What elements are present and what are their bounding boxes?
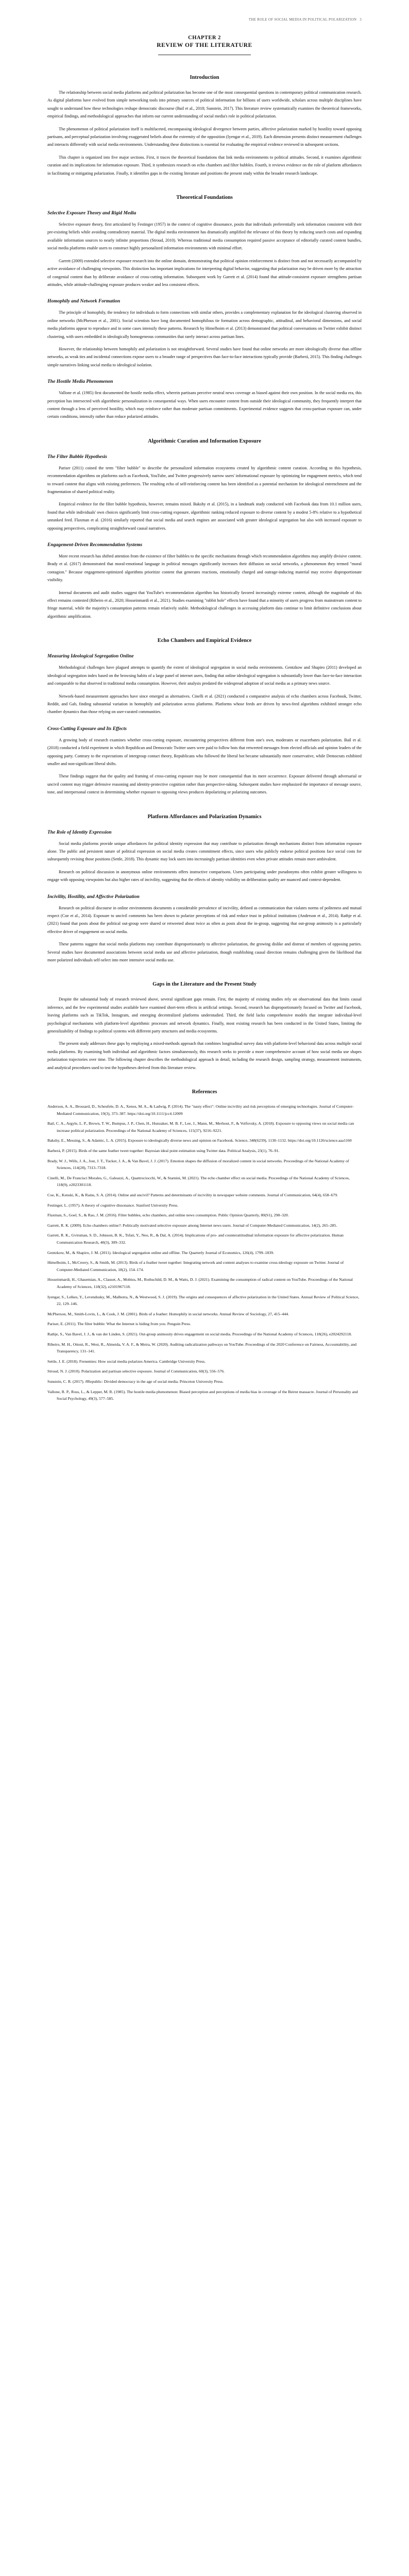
- body-paragraph: Empirical evidence for the filter bubble hypothesis, however, remains mixed. Bakshy et al. (2015), in a landmark study conducted with Facebook data from 10.1 million users, found that while individuals' own choices significantly limit cross-cutting exposure, algorithmic ranking reduced exposure to diverse content by a modest 5-8% relative to a hypothetical unranked feed. Flaxman et al. (2016) similarly reported that social media and search engines are associated with greater ideological segregation but also with increased exposure to opposing perspectives, complicating straightforward causal narratives.: [47, 502, 362, 531]
- subsection-heading: Engagement-Driven Recommendation Systems: [47, 543, 143, 548]
- subsection-heading: Selective Exposure Theory and Rigid Media: [47, 211, 137, 216]
- reference-entry: Barberá, P. (2015). Birds of the same feather tweet together: Bayesian ideal point estimation using Twitter data. Political Analysis, 23(1), 76–91.: [47, 1148, 280, 1154]
- section-heading: Introduction: [190, 75, 219, 80]
- reference-entry: Garrett, R. K. (2009). Echo chambers online?: Politically motivated selective exposure among Internet news users. Journal of Computer-Mediated Communication, 14(2), 265–285.: [47, 1223, 337, 1228]
- subsection-heading: Homophily and Network Formation: [47, 299, 121, 304]
- reference-entry: Garrett, R. K., Gvirsman, S. D., Johnson, B. K., Tsfati, Y., Neo, R., & Dal, A. (2014). Implications of pro- and counterattitudinal information exposure for affective polarization. Human Communication Research, 40(3), 309–332.: [47, 1233, 344, 1245]
- reference-entry: Himelboim, I., McCreery, S., & Smith, M. (2013). Birds of a feather tweet together: Integrating network and content analyses to examine cross-ideology exposure on Twitter. Journal of Computer-Mediated Communication, 18(2), 154–174.: [47, 1260, 344, 1272]
- body-paragraph: The relationship between social media platforms and political polarization has become one of the most consequential questions in contemporary political communication research. As digital platforms have evolved from simple networking tools into primary sources of political information for billions of users worldwide, scholars across multiple disciplines have sought to understand how these technologies reshape democratic discourse (Bail et al., 2018; Sunstein, 2017). This literature review systematically examines the theoretical frameworks, empirical findings, and methodological approaches that inform our current understanding of social media's role in political polarization.: [47, 90, 362, 119]
- reference-entry: Bail, C. A., Argyle, L. P., Brown, T. W., Bumpus, J. P., Chen, H., Hunzaker, M. B. F., Lee, J., Mann, M., Merhout, F., & Volfovsky, A. (2018). Exposure to opposing views on social media can increase political polarization. Proceedings of the National Academy of Sciences, 115(37), 9216–9221.: [47, 1121, 354, 1133]
- reference-entry: Vallone, R. P., Ross, L., & Lepper, M. R. (1985). The hostile media phenomenon: Biased perception and perceptions of media bias in coverage of the Beirut massacre. Journal of Personality and Social Psychology, 49(3), 577–585.: [47, 1389, 358, 1401]
- reference-entry: Brady, W. J., Wills, J. A., Jost, J. T., Tucker, J. A., & Van Bavel, J. J. (2017). Emotion shapes the diffusion of moralized content in social networks. Proceedings of the National Academy of Sciences, 114(28), 7313–7318.: [47, 1158, 349, 1171]
- subsection-heading: Incivility, Hostility, and Affective Polarization: [47, 894, 140, 900]
- section-heading: Theoretical Foundations: [176, 195, 233, 201]
- body-paragraph: These findings suggest that the quality and framing of cross-cutting exposure may be more consequential than its mere occurrence. Exposure delivered through adversarial or uncivil content may trigger defensive reasoning and identity-protective cognition rather than perspective-taking. Subsequent studies have emphasized the importance of message source, tone, and interpersonal context in determining whether exposure to opposing views produces depolarizing or polarizing outcomes.: [47, 774, 362, 795]
- running-head-title: THE ROLE OF SOCIAL MEDIA IN POLITICAL POLARIZATION: [248, 18, 357, 22]
- body-paragraph: However, the relationship between homophily and polarization is not straightforward. Several studies have found that online networks are more ideologically diverse than offline networks, as weak ties and incidental connections expose users to a broader range of perspectives than face-to-face interactions typically provide (Barberá, 2015). This finding challenges simple narratives linking social media to ideological isolation.: [47, 346, 362, 367]
- reference-entry: Flaxman, S., Goel, S., & Rao, J. M. (2016). Filter bubbles, echo chambers, and online news consumption. Public Opinion Quarterly, 80(S1), 298–320.: [47, 1213, 289, 1218]
- reference-entry: Festinger, L. (1957). A theory of cognitive dissonance. Stanford University Press.: [47, 1202, 179, 1208]
- chapter-body: [47, 75, 362, 1402]
- running-head: [47, 18, 362, 22]
- body-paragraph: More recent research has shifted attention from the existence of filter bubbles to the specific mechanisms through which recommendation algorithms may amplify divisive content. Brady et al. (2017) demonstrated that moral-emotional language in political messages significantly increases their diffusion on social networks, a phenomenon they termed "moral contagion." Because engagement-optimized algorithms prioritize content that generates reactions, emotionally charged and outrage-inducing material may receive disproportionate visibility.: [47, 554, 362, 583]
- body-paragraph: A growing body of research examines whether cross-cutting exposure, encountering perspectives different from one's own, moderates or exacerbates polarization. Bail et al. (2018) conducted a field experiment in which Republican and Democratic Twitter users were paid to follow bots that retweeted messages from elected officials and opinion leaders of the opposing party. Contrary to the expectations of intergroup contact theory, Republicans who followed the liberal bot became substantially more conservative, while Democrats exhibited smaller and non-significant liberal shifts.: [47, 737, 362, 766]
- section-heading: Echo Chambers and Empirical Evidence: [157, 638, 252, 644]
- reference-entry: Rathje, S., Van Bavel, J. J., & van der Linden, S. (2021). Out-group animosity drives engagement on social media. Proceedings of the National Academy of Sciences, 118(26), e2024292118.: [47, 1331, 352, 1336]
- reference-entry: Pariser, E. (2011). The filter bubble: What the Internet is hiding from you. Penguin Press.: [47, 1321, 191, 1327]
- reference-entry: Iyengar, S., Lelkes, Y., Levendusky, M., Malhotra, N., & Westwood, S. J. (2019). The origins and consequences of affective polarization in the United States. Annual Review of Political Science, 22, 129–146.: [47, 1294, 360, 1307]
- body-paragraph: Despite the substantial body of research reviewed above, several significant gaps remain. First, the majority of existing studies rely on observational data that limits causal inference, and the few experimental studies available have examined short-term effects in artificial settings. Second, research has disproportionately focused on Twitter and Facebook, leaving platforms such as TikTok, Instagram, and emerging decentralized platforms understudied. Third, the field lacks comprehensive models that integrate individual-level psychological mechanisms with platform-level algorithmic processes and network dynamics. Finally, most existing research has been conducted in the United States, limiting the generalizability of findings to political systems with different party structures and media ecosystems.: [47, 997, 362, 1034]
- body-paragraph: Internal documents and audit studies suggest that YouTube's recommendation algorithm has historically favored increasingly extreme content, although the magnitude of this effect remains contested (Ribeiro et al., 2020; Hosseinmardi et al., 2021). Studies examining "rabbit hole" effects have found that a minority of users progress from mainstream content to fringe material, while the majority's consumption patterns remain relatively stable. Methodological challenges in accessing platform data continue to limit definitive conclusions about algorithmic amplification.: [47, 590, 362, 619]
- subsection-heading: The Hostile Media Phenomenon: [47, 379, 113, 385]
- reference-entry: Anderson, A. A., Brossard, D., Scheufele, D. A., Xenos, M. A., & Ladwig, P. (2014). The "nasty effect": Online incivility and risk perceptions of emerging technologies. Journal of Computer-Mediated Communication, 19(3), 373–387. https://doi.org/10.1111/jcc4.12009: [47, 1104, 354, 1116]
- reference-entry: Bakshy, E., Messing, S., & Adamic, L. A. (2015). Exposure to ideologically diverse news and opinion on Facebook. Science, 348(6239), 1130–1132. https://doi.org/10.1126/science.aaa1160: [47, 1138, 352, 1143]
- body-paragraph: Garrett (2009) extended selective exposure research into the online domain, demonstrating that political opinion reinforcement is distinct from and not necessarily accompanied by active avoidance of challenging viewpoints. This distinction has important implications for interpreting digital behavior, suggesting that polarization may be driven more by the attraction of congenial content than by deliberate avoidance of cross-cutting information. Subsequent work by Garrett et al. (2014) found that attitude-consistent exposure strengthens partisan attitudes, while attitude-challenging exposure produces weaker and less consistent effects.: [47, 258, 362, 287]
- body-paragraph: Pariser (2011) coined the term "filter bubble" to describe the personalized information ecosystems created by algorithmic content curation. According to this hypothesis, recommendation algorithms on platforms such as Facebook, YouTube, and Twitter progressively narrow users' informational exposure by optimizing for engagement metrics, which tend to reward content that aligns with existing preferences. The resulting echo of self-reinforcing content has been identified as a potential mechanism for ideological entrenchment and the fragmentation of shared political reality.: [47, 465, 362, 494]
- reference-entry: Ribeiro, M. H., Ottoni, R., West, R., Almeida, V. A. F., & Meira, W. (2020). Auditing radicalization pathways on YouTube. Proceedings of the 2020 Conference on Fairness, Accountability, and Transparency, 131–141.: [47, 1342, 356, 1354]
- reference-entry: McPherson, M., Smith-Lovin, L., & Cook, J. M. (2001). Birds of a feather: Homophily in social networks. Annual Review of Sociology, 27, 415–444.: [47, 1311, 289, 1316]
- body-paragraph: These patterns suggest that social media platforms may contribute disproportionately to affective polarization, the growing dislike and distrust of members of opposing parties. Several studies have documented associations between social media use and affective polarization, though establishing causal direction remains challenging given the likelihood that more polarized individuals self-select into more intensive social media use.: [47, 942, 362, 963]
- section-heading: Gaps in the Literature and the Present Study: [152, 981, 257, 988]
- reference-entry: Gentzkow, M., & Shapiro, J. M. (2011). Ideological segregation online and offline. The Quarterly Journal of Economics, 126(4), 1799–1839.: [47, 1250, 274, 1255]
- subsection-heading: Cross-Cutting Exposure and Its Effects: [47, 726, 127, 732]
- body-paragraph: The present study addresses these gaps by employing a mixed-methods approach that combines longitudinal survey data with platform-level behavioral data across multiple social media platforms. By examining both individual and algorithmic factors simultaneously, this research seeks to provide a more comprehensive account of how social media use shapes polarization trajectories over time. The following chapter describes the methodological approach in detail, including the research design, sampling strategy, measurement instruments, and analytical procedures used to test the hypotheses derived from this literature review.: [47, 1041, 362, 1070]
- body-paragraph: The principle of homophily, the tendency for individuals to form connections with similar others, provides a complementary explanation for the ideological clustering observed in online networks (McPherson et al., 2001). Social scientists have long documented homophilous tie formation across demographic, attitudinal, and behavioral dimensions, and social media platforms appear to reproduce and in some cases intensify these patterns. Research by Himelboim et al. (2013) demonstrated that political conversations on Twitter exhibit distinct clustering, with users embedded in ideologically homogeneous communities that rarely interact across partisan lines.: [47, 310, 362, 339]
- reference-entry: Hosseinmardi, H., Ghasemian, A., Clauset, A., Mobius, M., Rothschild, D. M., & Watts, D. J. (2021). Examining the consumption of radical content on YouTube. Proceedings of the National Academy of Sciences, 118(32), e2101967118.: [47, 1277, 353, 1289]
- body-paragraph: Research on political discussion in anonymous online environments offers instructive comparisons. Users participating under pseudonyms often exhibit greater willingness to engage with opposing viewpoints but also higher rates of incivility, suggesting that the effects of identity visibility on deliberation quality are nuanced and context-dependent.: [47, 869, 362, 883]
- section-heading: Algorithmic Curation and Information Exposure: [148, 438, 261, 444]
- reference-entry: Sunstein, C. R. (2017). #Republic: Divided democracy in the age of social media. Princeton University Press.: [47, 1379, 224, 1384]
- section-heading: References: [192, 1089, 217, 1095]
- page-number: 3: [360, 18, 362, 22]
- reference-entry: Coe, K., Kenski, K., & Rains, S. A. (2014). Online and uncivil? Patterns and determinants of incivility in newspaper website comments. Journal of Communication, 64(4), 658–679.: [47, 1193, 338, 1198]
- subsection-heading: Measuring Ideological Segregation Online: [47, 654, 134, 659]
- section-heading: Platform Affordances and Polarization Dynamics: [147, 814, 262, 820]
- body-paragraph: Vallone et al. (1985) first documented the hostile media effect, wherein partisans perceive neutral news coverage as biased against their own position. In the social media era, this perception has intersected with algorithmic personalization in consequential ways. When users encounter content from outside their ideological community, they frequently interpret that content through a lens of perceived hostility, which may reinforce rather than moderate partisan commitments. Experimental evidence suggests that cross-partisan exposure can, under certain conditions, intensify rather than reduce polarized attitudes.: [47, 391, 362, 419]
- body-paragraph: The phenomenon of political polarization itself is multifaceted, encompassing ideological divergence between parties, affective polarization marked by hostility toward opposing partisans, and perceptual polarization involving exaggerated beliefs about the extremity of the opposition (Iyengar et al., 2019). Each dimension presents distinct measurement challenges and interacts differently with social media environments. Understanding these distinctions is essential for evaluating the empirical evidence reviewed in subsequent sections.: [47, 126, 362, 147]
- body-paragraph: This chapter is organized into five major sections. First, it traces the theoretical foundations that link media environments to political attitudes. Second, it examines algorithmic curation and its implications for information exposure. Third, it synthesizes research on echo chambers and filter bubbles. Fourth, it reviews evidence on the role of platform affordances in facilitating or mitigating polarization. Finally, it identifies gaps in the existing literature and positions the present study within the broader research landscape.: [47, 155, 362, 176]
- reference-entry: Cinelli, M., De Francisci Morales, G., Galeazzi, A., Quattrociocchi, W., & Starnini, M. (2021). The echo chamber effect on social media. Proceedings of the National Academy of Sciences, 118(9), e2023301118.: [47, 1175, 350, 1188]
- subsection-heading: The Filter Bubble Hypothesis: [47, 454, 107, 460]
- body-paragraph: Research on political discourse in online environments documents a considerable prevalence of incivility, defined as communication that violates norms of politeness and mutual respect (Coe et al., 2014). Exposure to uncivil comments has been shown to polarize perceptions of risk and reduce trust in political institutions (Anderson et al., 2014). Rathje et al. (2021) found that posts about the political out-group were shared or retweeted about twice as often as posts about the in-group, suggesting that out-group animosity is a particularly effective driver of engagement on social media.: [47, 905, 362, 934]
- reference-entry: Settle, J. E. (2018). Frenemies: How social media polarizes America. Cambridge University Press.: [47, 1359, 206, 1364]
- subsection-heading: The Role of Identity Expression: [47, 829, 112, 835]
- reference-list: [47, 1103, 362, 1402]
- chapter-title: REVIEW OF THE LITERATURE: [157, 42, 252, 48]
- body-paragraph: Methodological challenges have plagued attempts to quantify the extent of ideological segregation in social media environments. Gentzkow and Shapiro (2011) developed an ideological segregation index based on the browsing habits of a large panel of internet users, finding that online ideological segregation is substantially lower than face-to-face interaction and comparable to that observed in traditional media consumption. However, their analysis predated the widespread adoption of social media as a primary news source.: [47, 665, 362, 686]
- reference-entry: Stroud, N. J. (2010). Polarization and partisan selective exposure. Journal of Communication, 60(3), 556–576.: [47, 1369, 225, 1374]
- chapter-label: CHAPTER 2: [188, 35, 221, 41]
- body-paragraph: Network-based measurement approaches have since emerged as alternatives. Cinelli et al. (2021) conducted a comparative analysis of echo chambers across Facebook, Twitter, Reddit, and Gab, finding substantial variation in homophily and polarization across platforms. Platforms whose feeds are driven by news-feed algorithms exhibited stronger echo chamber dynamics than those relying on user-curated communities.: [47, 693, 362, 715]
- body-paragraph: Social media platforms provide unique affordances for political identity expression that may contribute to polarization through mechanisms distinct from information exposure alone. The public and persistent nature of political expression on social media creates commitment effects, since users who publicly endorse political positions face social costs for subsequently revising those positions (Settle, 2018). This dynamic may lock users into increasingly partisan identities even when private attitudes remain more ambivalent.: [47, 841, 362, 862]
- body-paragraph: Selective exposure theory, first articulated by Festinger (1957) in the context of cognitive dissonance, posits that individuals preferentially seek information consistent with their pre-existing beliefs while avoiding contradictory material. The digital media environment has dramatically amplified the relevance of this theory by reducing search costs and expanding available information sources to nearly infinite proportions (Stroud, 2010). Whereas traditional media consumption required passive acceptance of editorially curated content bundles, social media platforms enable users to construct highly personalized information environments with minimal effort.: [47, 222, 362, 251]
